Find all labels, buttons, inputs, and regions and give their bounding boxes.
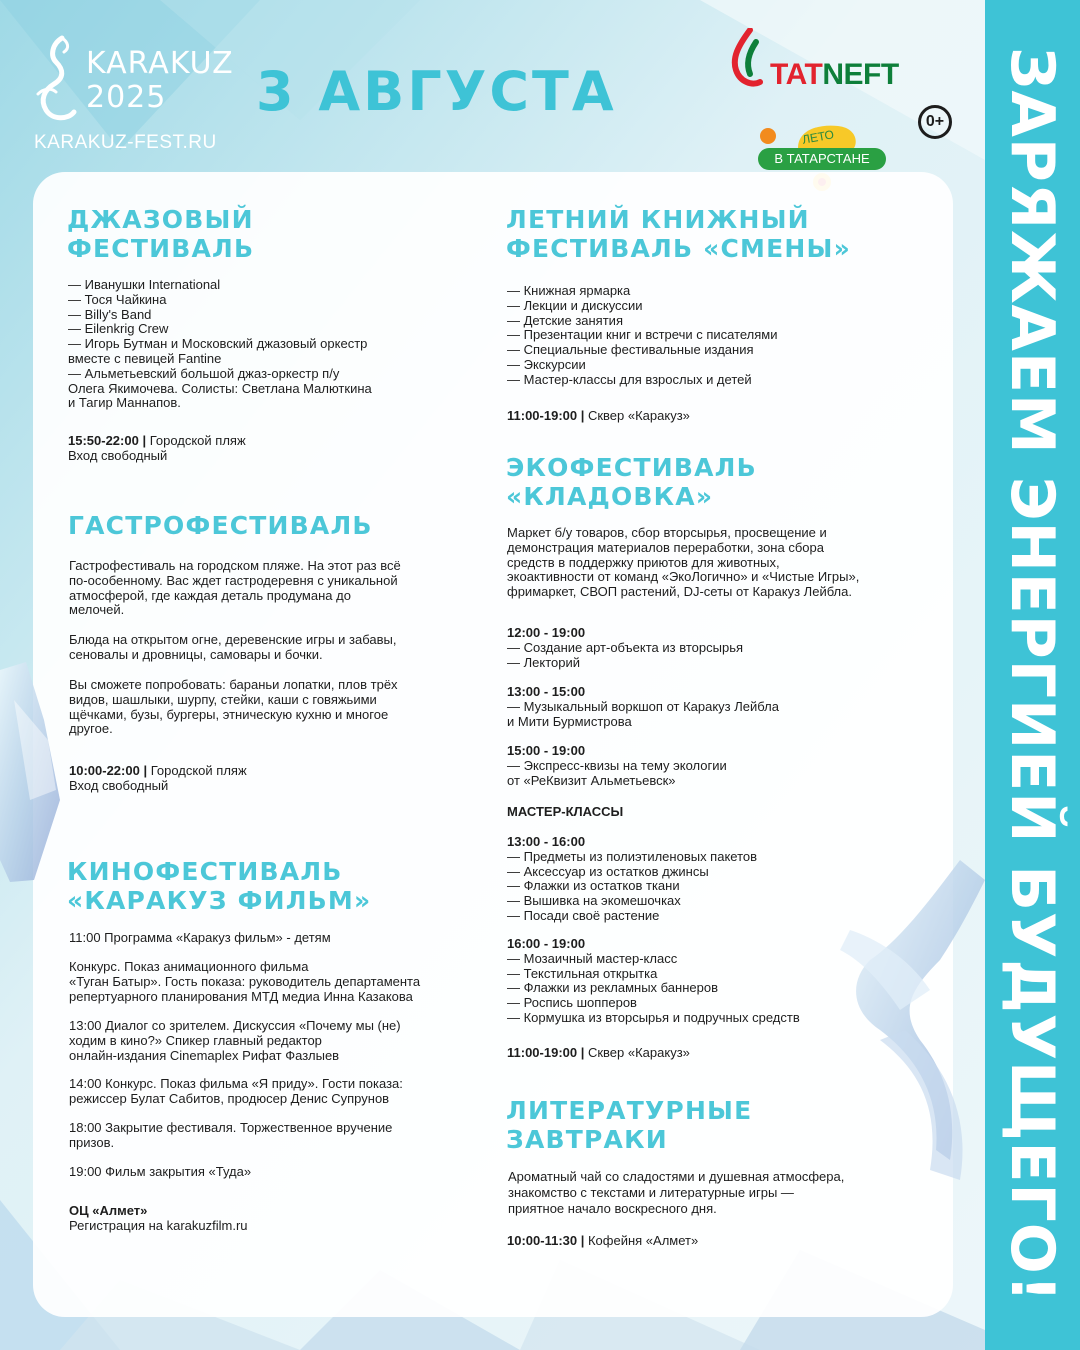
text-line: «Туган Батыр». Гость показа: руководитель департамента	[69, 973, 421, 989]
text-line: — Книжная ярмарка	[507, 283, 631, 298]
eco-mc1-time: 13:00 - 16:00	[507, 834, 586, 849]
eco-title-line2: «КЛАДОВКА»	[506, 482, 714, 511]
kino-title-line2: «КАРАКУЗ ФИЛЬМ»	[67, 886, 372, 915]
text-line: — Экспресс-квизы на тему экологии	[507, 757, 727, 773]
swan-logo-icon	[34, 34, 84, 124]
logo-name: KARAKUZ	[86, 46, 234, 81]
eco-slot1-time: 12:00 - 19:00	[507, 625, 586, 640]
text-line: — Музыкальный воркшоп от Каракуз Лейбла	[507, 698, 779, 714]
text-line: — Презентации книг и встречи с писателями	[507, 327, 778, 343]
text-line: — Предметы из полиэтиленовых пакетов	[507, 848, 758, 864]
gastro-time: 10:00-22:00 |	[69, 763, 148, 778]
tatneft-logo	[730, 28, 960, 93]
text-line: по-особенному. Вас ждет гастродеревня с уникальной	[69, 572, 398, 588]
text-line: демонстрация материалов переработки, зона сбора	[507, 539, 824, 555]
eco-time-place	[507, 1046, 947, 1061]
eco-mc2	[507, 937, 947, 1026]
text-line: — Создание арт-объекта из вторсырья	[507, 639, 744, 655]
lit-title-line1: ЛИТЕРАТУРНЫЕ	[506, 1096, 753, 1125]
kino-para4	[69, 1077, 489, 1107]
text-line: фримаркет, СВОП растений, DJ-сеты от Каракуз Лейбла.	[507, 584, 852, 600]
eco-slot3	[507, 744, 947, 788]
text-line: Блюда на открытом огне, деревенские игры и забавы,	[69, 632, 397, 647]
text-line: — Аксессуар из остатков джинсы	[507, 863, 709, 879]
text-line: Гастрофестиваль на городском пляже. На этот раз всё	[69, 558, 401, 573]
text-line: 11:00 Программа «Каракуз фильм» - детям	[69, 930, 331, 945]
books-place: Сквер «Каракуз»	[584, 408, 690, 423]
text-line: видов, шашлыки, шурпу, стейки, каши с говяжьими	[69, 691, 377, 707]
lit-description	[508, 1169, 948, 1217]
text-line: — Альметьевский большой джаз-оркестр п/у	[68, 365, 340, 381]
text-line: мелочей.	[69, 602, 125, 618]
books-title-line1: ЛЕТНИЙ КНИЖНЫЙ	[506, 205, 810, 234]
eco-section	[506, 453, 946, 511]
text-line: — Мастер-классы для взрослых и детей	[507, 371, 752, 387]
text-line: — Eilenkrig Crew	[68, 321, 169, 337]
text-line: и Мити Бурмистрова	[507, 713, 632, 729]
eco-title-line1: ЭКОФЕСТИВАЛЬ	[506, 453, 757, 482]
eco-time: 11:00-19:00 |	[507, 1045, 585, 1060]
kino-venue-name: ОЦ «Алмет»	[69, 1203, 148, 1218]
text-line: от «РеКвизит Альметьевск»	[507, 772, 676, 788]
eco-slot3-time: 15:00 - 19:00	[507, 743, 586, 758]
gastro-place: Городской пляж	[147, 763, 247, 778]
jazz-section	[67, 205, 487, 263]
leto-subtitle: В ТАТАРСТАНЕ	[758, 148, 886, 170]
eco-mc1	[507, 835, 947, 924]
text-line: приятное начало воскресного дня.	[508, 1201, 717, 1216]
event-date: 3 АВГУСТА	[256, 60, 617, 123]
text-line: — Экскурсии	[507, 356, 586, 372]
books-list	[507, 284, 947, 388]
text-line: другое.	[69, 721, 113, 737]
tatneft-wordmark	[770, 58, 899, 92]
jazz-title-line1: ДЖАЗОВЫЙ	[67, 205, 254, 234]
kino-section	[67, 857, 487, 915]
text-line: — Иванушки International	[68, 277, 221, 292]
logo-year: 2025	[86, 80, 167, 115]
text-line: Вы сможете попробовать: бараньи лопатки, плов трёх	[69, 677, 398, 692]
kino-para3	[69, 1019, 489, 1063]
eco-slot2	[507, 685, 947, 729]
leto-title: ЛЕТО	[801, 127, 835, 147]
gastro-para2	[69, 633, 489, 663]
text-line: и Тагир Маннапов.	[68, 395, 181, 411]
kino-para2	[69, 960, 489, 1004]
books-title-line2: ФЕСТИВАЛЬ «СМЕНЫ»	[506, 234, 851, 263]
lit-time-place	[507, 1234, 947, 1249]
text-line: — Флажки из остатков ткани	[507, 878, 680, 894]
tatneft-wordmark-tat: TAT	[770, 58, 823, 91]
text-line: 19:00 Фильм закрытия «Туда»	[69, 1164, 252, 1179]
text-line: сеновалы и дровницы, самовары и бочки.	[69, 646, 323, 662]
slogan: ЗАРЯЖАЕМ ЭНЕРГИЕЙ БУДУЩЕГО!	[997, 46, 1067, 1304]
text-line: — Лекторий	[507, 654, 580, 670]
text-line: атмосферой, где каждая деталь продумана до	[69, 587, 351, 603]
text-line: Маркет б/у товаров, сбор вторсырья, просвещение и	[507, 525, 827, 540]
text-line: призов.	[69, 1134, 115, 1150]
jazz-place: Городской пляж	[146, 433, 246, 448]
gastro-para3	[69, 678, 489, 737]
gastro-title: ГАСТРОФЕСТИВАЛЬ	[68, 511, 373, 540]
text-line: — Billy's Band	[68, 306, 152, 322]
text-line: Ароматный чай со сладостями и душевная атмосфера,	[508, 1169, 845, 1184]
jazz-title-line2: ФЕСТИВАЛЬ	[67, 234, 255, 263]
jazz-lineup	[68, 278, 488, 411]
text-line: Конкурс. Показ анимационного фильма	[69, 959, 309, 974]
text-line: вместе с певицей Fantine	[68, 350, 222, 366]
eco-mc2-time: 16:00 - 19:00	[507, 936, 586, 951]
gastro-para1	[69, 559, 489, 618]
eco-slot1-items	[507, 641, 947, 671]
books-time-place	[507, 409, 947, 424]
text-line: знакомство с текстами и литературные игры —	[508, 1185, 794, 1200]
eco-slot2-time: 13:00 - 15:00	[507, 684, 586, 699]
text-line: экоактивности от команд «ЭкоЛогично» и «Чистые Игры»,	[507, 569, 860, 585]
kino-venue	[69, 1204, 489, 1234]
eco-mc1-items	[507, 850, 947, 924]
kino-title-line1: КИНОФЕСТИВАЛЬ	[67, 857, 343, 886]
text-line: средств в поддержку приютов для животных,	[507, 554, 780, 570]
text-line: — Лекции и дискуссии	[507, 297, 643, 313]
lit-place: Кофейня «Алмет»	[584, 1233, 699, 1248]
kino-para6	[69, 1165, 489, 1180]
text-line: Олега Якимочева. Солисты: Светлана Малюткина	[68, 380, 372, 396]
gastro-entry: Вход свободный	[69, 777, 169, 793]
text-line: щёчками, бузы, бургеры, этническую кухню и многое	[69, 706, 389, 722]
eco-masterclasses	[507, 805, 947, 820]
text-line: 13:00 Диалог со зрителем. Дискуссия «Почему мы (не)	[69, 1018, 401, 1033]
text-line: — Текстильная открытка	[507, 965, 658, 981]
text-line: — Тося Чайкина	[68, 291, 167, 307]
text-line: репертуарного планирования МТД медиа Инна Казакова	[69, 988, 413, 1004]
text-line: — Мозаичный мастер-класс	[507, 950, 678, 966]
eco-mc2-items	[507, 952, 947, 1026]
text-line: — Игорь Бутман и Московский джазовый оркестр	[68, 336, 368, 352]
kino-para5	[69, 1121, 489, 1151]
text-line: — Детские занятия	[507, 312, 623, 328]
age-rating-badge: 0+	[918, 105, 952, 139]
text-line: — Роспись шопперов	[507, 995, 637, 1011]
site-url[interactable]: KARAKUZ-FEST.RU	[34, 132, 217, 153]
jazz-entry: Вход свободный	[68, 447, 168, 463]
eco-place: Сквер «Каракуз»	[584, 1045, 690, 1060]
jazz-time-place	[68, 434, 488, 464]
text-line: — Специальные фестивальные издания	[507, 342, 754, 358]
kino-registration[interactable]: Регистрация на karakuzfilm.ru	[69, 1217, 248, 1233]
books-section	[506, 205, 946, 263]
text-line: — Вышивка на экомешочках	[507, 893, 681, 909]
text-line: — Посади своё растение	[507, 907, 660, 923]
kino-para1	[69, 931, 489, 946]
lit-section	[506, 1096, 946, 1154]
gastro-section	[68, 511, 488, 540]
eco-masterclasses-label: МАСТЕР-КЛАССЫ	[507, 804, 624, 819]
karakuz-logo	[34, 34, 234, 124]
eco-slot2-items	[507, 700, 947, 730]
jazz-time: 15:50-22:00 |	[68, 433, 147, 448]
eco-slot1	[507, 626, 947, 670]
tatneft-drop-icon	[730, 28, 764, 90]
tatneft-wordmark-neft: NEFT	[822, 58, 899, 91]
text-line: онлайн-издания Cinemaplex Рифат Фазлыев	[69, 1047, 340, 1063]
text-line: ходим в кино?» Спикер главный редактор	[69, 1032, 322, 1048]
eco-slot3-items	[507, 759, 947, 789]
books-time: 11:00-19:00 |	[507, 408, 585, 423]
text-line: — Кормушка из вторсырья и подручных средств	[507, 1009, 800, 1025]
text-line: 18:00 Закрытие фестиваля. Торжественное вручение	[69, 1120, 393, 1135]
lit-time: 10:00-11:30 |	[507, 1233, 585, 1248]
text-line: — Флажки из рекламных баннеров	[507, 980, 718, 996]
eco-intro	[507, 526, 947, 600]
text-line: 14:00 Конкурс. Показ фильма «Я приду». Гости показа:	[69, 1076, 403, 1091]
gastro-time-place	[69, 764, 489, 794]
text-line: режиссер Булат Сабитов, продюсер Денис Супрунов	[69, 1090, 390, 1106]
lit-title-line2: ЗАВТРАКИ	[506, 1125, 668, 1154]
